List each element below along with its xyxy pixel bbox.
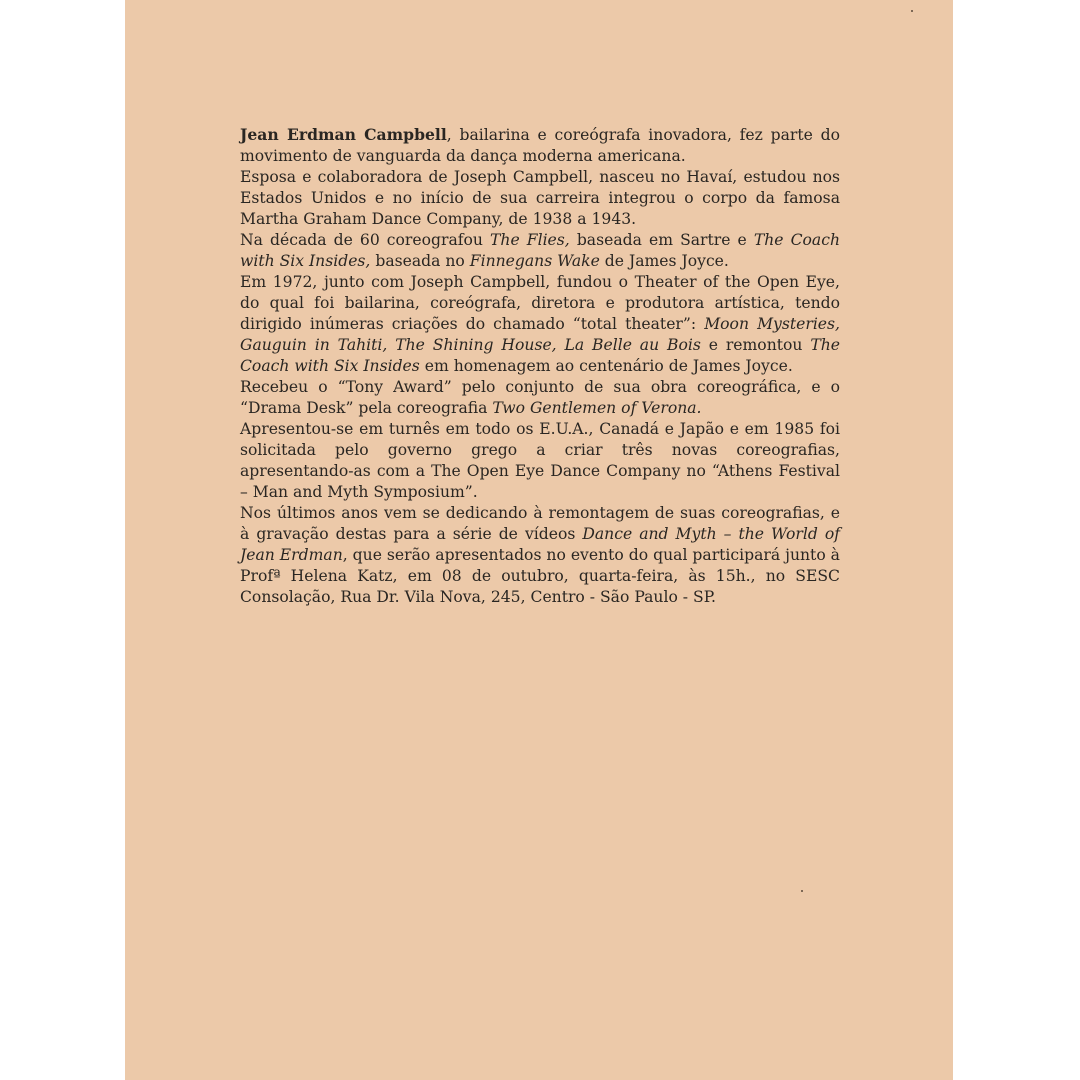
text-run: Em 1972, junto com Joseph Campbell, fundou o Theater of the Open Eye, do qual foi bailarina, coreógrafa, diretora e produtora artística, tendo dirigido inúmeras criações do chamado “total theater”: — [240, 273, 840, 333]
text-run: Nos últimos anos vem se dedicando à remontagem de suas coreografias, e à gravação destas para a série de vídeos — [240, 504, 840, 543]
text-run: Apresentou-se em turnês em todo os E.U.A., Canadá e Japão e em 1985 foi solicitada pelo governo grego a criar três novas coreografias, apresentando-as com a The Open Eye Dance Company no “Athens Festival – Man and Myth Symposium”. — [240, 420, 840, 501]
italic-run: The Flies, — [490, 231, 570, 249]
italic-run: The Coach with Six Insides, — [240, 231, 840, 270]
text-run: de James Joyce. — [599, 252, 729, 270]
paragraph — [240, 167, 840, 230]
paragraph — [240, 503, 840, 608]
italic-run: Two Gentlemen of Verona. — [492, 399, 702, 417]
biography-text — [240, 124, 840, 608]
text-run: baseada no — [370, 252, 470, 270]
text-run: , bailarina e coreógrafa inovadora, fez parte do movimento de vanguarda da dança moderna americana. — [240, 126, 840, 165]
paragraph — [240, 377, 840, 419]
text-run: Na década de 60 coreografou — [240, 231, 491, 249]
paper-speck — [801, 890, 803, 892]
paragraph — [240, 124, 840, 167]
paragraph — [240, 272, 840, 377]
text-run: baseada em Sartre e — [569, 231, 754, 249]
paragraph — [240, 419, 840, 503]
italic-run: The Coach with Six Insides — [240, 336, 840, 375]
text-run: Recebeu o “Tony Award” pelo conjunto de sua obra coreográfica, e o “Drama Desk” pela coreografia — [240, 378, 840, 417]
text-run: e remontou — [700, 336, 811, 354]
text-run: , que serão apresentados no evento do qual participará junto à Profª Helena Katz, em 08 de outubro, quarta-feira, às 15h., no SESC Consolação, Rua Dr. Vila Nova, 245, Centro - São Paulo - SP. — [240, 546, 840, 606]
paper-sheet — [125, 0, 953, 1080]
paragraph — [240, 230, 840, 272]
text-run: Esposa e colaboradora de Joseph Campbell, nasceu no Havaí, estudou nos Estados Unidos e no início de sua carreira integrou o corpo da famosa Martha Graham Dance Company, de 1938 a 1943. — [240, 168, 840, 228]
bold-run: Jean Erdman Campbell — [240, 125, 447, 144]
text-run: em homenagem ao centenário de James Joyce. — [419, 357, 793, 375]
italic-run: Dance and Myth – the World of Jean Erdman — [240, 525, 841, 564]
italic-run: Finnegans Wake — [469, 252, 600, 270]
paper-speck — [911, 10, 913, 12]
italic-run: Moon Mysteries, Gauguin in Tahiti, The Shining House, La Belle au Bois — [240, 315, 840, 354]
